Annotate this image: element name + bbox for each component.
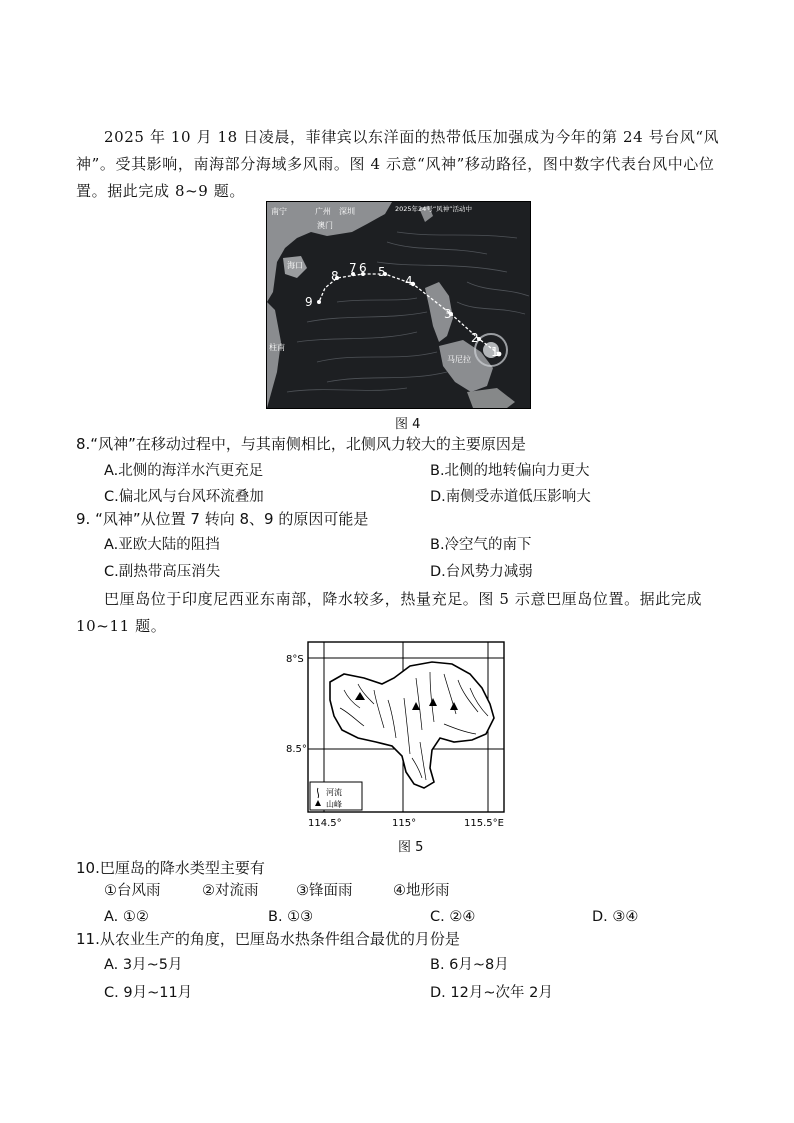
question-11-stem: 11.从农业生产的角度，巴厘岛水热条件组合最优的月份是 [76,930,460,948]
q10-option-c[interactable]: C. ②④ [430,909,476,925]
q9-option-d[interactable]: D.台风势力减弱 [430,564,533,580]
track-label-3: 3 [444,307,452,321]
track-label-8: 8 [331,269,339,283]
longitude-label-114-5: 114.5° [308,818,342,829]
q11-option-d[interactable]: D. 12月~次年 2月 [430,985,553,1001]
intro-paragraph-bali: 巴厘岛位于印度尼西亚东南部，降水较多，热量充足。图 5 示意巴厘岛位置。据此完成 10~11 题。 [76,590,703,635]
question-9-stem: 9. “风神”从位置 7 转向 8、9 的原因可能是 [76,510,369,528]
legend-river-label: 河流 [326,788,342,797]
legend-peak-label: 山峰 [326,800,342,809]
track-label-5: 5 [378,265,386,279]
q8-option-c[interactable]: C.偏北风与台风环流叠加 [104,489,264,505]
question-10-stem: 10.巴厘岛的降水类型主要有 [76,859,265,877]
q8-option-a[interactable]: A.北侧的海洋水汽更充足 [104,463,264,479]
q11-option-c[interactable]: C. 9月~11月 [104,985,193,1001]
bali-location-map [284,638,510,831]
q10-option-b[interactable]: B. ①③ [268,909,314,925]
label-haikou: 海口 [287,261,303,270]
label-guangzhou: 广州 [315,207,331,216]
intro-paragraph-typhoon: 2025 年 10 月 18 日凌晨，菲律宾以东洋面的热带低压加强成为今年的第 24 号台风“风神”。受其影响，南海部分海域多风雨。图 4 示意“风神”移动路径，图中数字代表台风中心位置。据此完成 8~9 题。 [76,128,720,200]
track-label-9: 9 [305,295,313,309]
typhoon-map-svg [267,202,530,408]
question-8-stem: 8.“风神”在移动过程中，与其南侧相比，北侧风力较大的主要原因是 [76,435,526,453]
q9-option-b[interactable]: B.冷空气的南下 [430,537,532,553]
q10-option-d[interactable]: D. ③④ [592,909,639,925]
track-label-2: 2 [471,331,479,345]
vietnam-coast-land [267,302,281,408]
q9-option-a[interactable]: A.亚欧大陆的阻挡 [104,537,220,553]
q8-option-b[interactable]: B.北侧的地转偏向力更大 [430,463,590,479]
track-label-1: 1 [491,345,499,359]
q11-option-b[interactable]: B. 6月~8月 [430,957,509,973]
q10-item-1: ①台风雨 [104,883,161,899]
label-shenzhen: 深圳 [339,207,355,216]
longitude-label-115: 115° [392,818,417,829]
china-coast-land [267,202,392,302]
q9-option-c[interactable]: C.副热带高压消失 [104,564,221,580]
label-nanning: 南宁 [271,207,287,216]
track-point-9 [317,300,321,304]
track-number-labels [305,261,499,359]
mindanao-island [467,388,515,408]
map-header: 2025年24号“风神”活动中 [395,205,473,213]
latitude-label-8-5: 8.5° [286,744,307,755]
track-label-7: 7 [349,261,357,275]
label-manila: 马尼拉 [447,355,471,364]
label-macau: 澳门 [317,221,333,230]
bali-map-svg [284,638,510,831]
figure-5-caption: 图 5 [398,840,424,855]
figure-4-caption: 图 4 [395,417,421,432]
q10-option-a[interactable]: A. ①② [104,909,149,925]
q11-option-a[interactable]: A. 3月~5月 [104,957,183,973]
longitude-label-115-5e: 115.5°E [464,818,504,829]
track-label-4: 4 [405,274,413,288]
q10-item-2: ②对流雨 [202,883,259,899]
q10-item-4: ④地形雨 [393,883,450,899]
latitude-label-8s: 8°S [286,654,304,665]
track-label-6: 6 [359,261,367,275]
label-xilong: 柱南 [269,343,285,352]
q10-item-3: ③锋面雨 [296,883,353,899]
typhoon-track-map [266,201,531,409]
q8-option-d[interactable]: D.南侧受赤道低压影响大 [430,489,591,505]
